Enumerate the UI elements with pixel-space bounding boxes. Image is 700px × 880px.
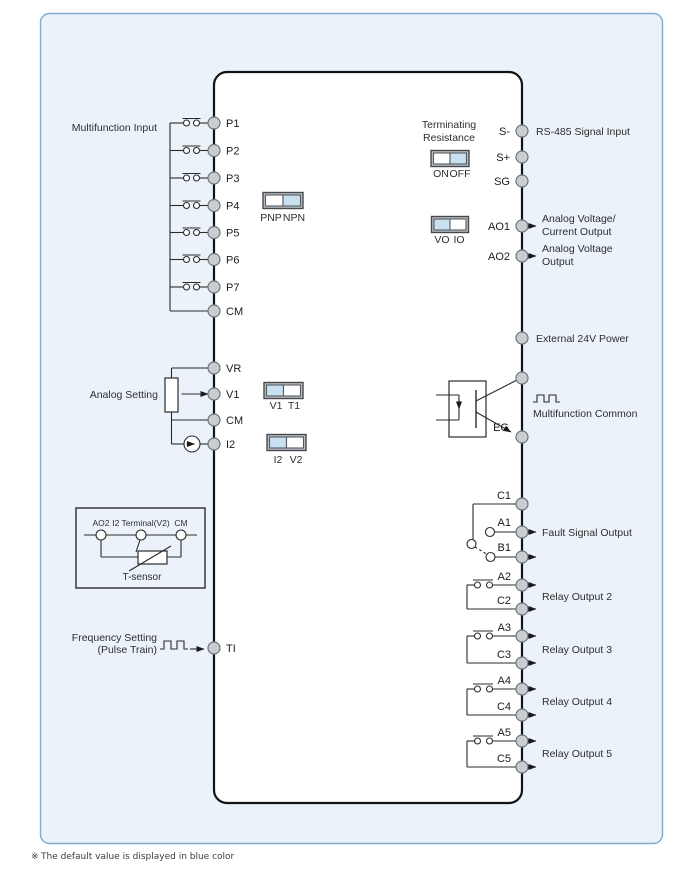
terminal-c5 [516, 761, 528, 773]
terminal-a3 [516, 630, 528, 642]
terminal-ti [208, 642, 220, 654]
terminal-label-ao1: AO1 [487, 221, 510, 233]
npn-label: NPN [282, 212, 306, 224]
contact-icon [475, 738, 481, 744]
terminal-label-p6: P6 [226, 254, 240, 267]
tsensor-terminal-ao2 [96, 530, 106, 540]
contact-icon [194, 120, 200, 126]
contact-icon [194, 284, 200, 290]
external-24v-label: External 24V Power [536, 333, 629, 345]
terminal-label-c1: C1 [496, 490, 511, 502]
ao2-label-2: Output [542, 256, 574, 268]
contact-icon [475, 686, 481, 692]
terminal-label-vr: VR [226, 363, 242, 375]
terminal-cm [208, 305, 220, 317]
contact-icon [475, 633, 481, 639]
contact-icon [487, 686, 493, 692]
t-sensor-label: T-sensor [122, 572, 162, 583]
terminal-s-minus [516, 125, 528, 137]
tsensor-ao2-label: AO2 [92, 518, 110, 528]
switch-cell-on [434, 153, 451, 164]
terminal-c2 [516, 603, 528, 615]
contact-icon [184, 120, 190, 126]
contact-icon [487, 738, 493, 744]
terminal-label-sg: SG [494, 176, 510, 188]
terminal-c4 [516, 709, 528, 721]
terminal-p5 [208, 227, 220, 239]
terminal-label-cm2: CM [226, 415, 244, 427]
terminal-s-plus [516, 151, 528, 163]
relay-output-5-label: Relay Output 5 [542, 748, 613, 760]
terminal-b1 [516, 551, 528, 563]
footnote-text: The default value is displayed in blue color [41, 852, 235, 862]
terminal-label-a2: A2 [497, 571, 511, 583]
terminal-eg [516, 431, 528, 443]
terminal-label-p5: P5 [226, 227, 240, 240]
terminal-ao2 [516, 250, 528, 262]
terminal-p3 [208, 172, 220, 184]
multifunction-input-label: Multifunction Input [71, 122, 157, 134]
terminal-label-s-plus: S+ [496, 152, 510, 164]
terminal-label-p2: P2 [226, 145, 240, 158]
potentiometer-icon [165, 378, 178, 412]
footnote [31, 852, 235, 862]
terminal-vr [208, 362, 220, 374]
switch-cell-i2-active [270, 437, 287, 448]
terminal-c3 [516, 657, 528, 669]
switch-cell-v2 [287, 437, 304, 448]
pnp-npn-switch [260, 193, 305, 225]
frequency-setting-label-2: (Pulse Train) [97, 644, 157, 656]
contact-icon [184, 148, 190, 154]
terminal-v1 [208, 388, 220, 400]
ao1-label-2: Current Output [542, 226, 612, 238]
terminal-label-c3: C3 [496, 649, 511, 661]
contact-icon [184, 203, 190, 209]
terminal-a1 [516, 526, 528, 538]
contact-icon [194, 230, 200, 236]
switch-cell-t1 [284, 385, 301, 396]
contact-icon [184, 284, 190, 290]
terminal-cm2 [208, 414, 220, 426]
vo-label: VO [434, 234, 450, 246]
switch-cell-vo-active [434, 219, 450, 230]
terminal-p1 [208, 117, 220, 129]
fault-output-label: Fault Signal Output [542, 527, 632, 539]
terminating-title-2: Resistance [423, 132, 475, 144]
terminal-common-top [516, 372, 528, 384]
off-label: OFF [449, 168, 471, 180]
terminating-title-1: Terminating [421, 119, 477, 131]
relay-output-2-label: Relay Output 2 [542, 591, 613, 603]
switch-cell-npn-active [283, 195, 301, 206]
terminal-label-a5: A5 [497, 727, 511, 739]
tsensor-terminal-cm [176, 530, 186, 540]
tsensor-terminal-i2v2 [136, 530, 146, 540]
terminal-p6 [208, 254, 220, 266]
changeover-pivot-contact [467, 540, 476, 549]
rs485-label: RS-485 Signal Input [536, 126, 630, 138]
terminal-label-i2: I2 [226, 439, 236, 451]
analog-setting-label: Analog Setting [89, 389, 158, 401]
terminal-label-a3: A3 [497, 622, 511, 634]
terminal-label-c4: C4 [496, 701, 511, 713]
terminal-ao1 [516, 220, 528, 232]
ao1-label-1: Analog Voltage/ [542, 213, 616, 225]
terminal-label-cm: CM [226, 306, 244, 318]
terminal-label-p1: P1 [226, 118, 240, 130]
terminal-label-s-minus: S- [499, 126, 510, 138]
v1-label: V1 [269, 400, 283, 412]
terminal-label-c2: C2 [496, 595, 511, 607]
terminal-p7 [208, 281, 220, 293]
terminal-24v [516, 332, 528, 344]
terminal-label-eg: EG [493, 422, 509, 434]
terminal-label-b1: B1 [497, 542, 511, 554]
pnp-label: PNP [260, 212, 282, 224]
i2-label: I2 [273, 454, 283, 466]
terminal-label-ti: TI [226, 643, 236, 655]
terminal-sg [516, 175, 528, 187]
contact-icon [487, 582, 493, 588]
terminal-label-c5: C5 [496, 753, 511, 765]
contact-icon [194, 148, 200, 154]
b1-contact [486, 553, 495, 562]
switch-cell-pnp [266, 195, 284, 206]
terminal-p2 [208, 145, 220, 157]
terminal-i2 [208, 438, 220, 450]
frequency-setting-label-1: Frequency Setting [71, 632, 157, 644]
tsensor-i2v2-label: I2 Terminal(V2) [112, 518, 170, 528]
relay-output-3-label: Relay Output 3 [542, 644, 613, 656]
terminal-label-v1: V1 [226, 389, 240, 401]
contact-icon [184, 230, 190, 236]
terminal-a4 [516, 683, 528, 695]
terminal-label-a1: A1 [497, 517, 511, 529]
v2-label: V2 [289, 454, 303, 466]
terminal-label-a4: A4 [497, 675, 511, 687]
contact-icon [194, 257, 200, 263]
a1-contact [486, 528, 495, 537]
switch-cell-off-active [450, 153, 467, 164]
contact-icon [184, 175, 190, 181]
io-label: IO [453, 234, 465, 246]
t1-label: T1 [287, 400, 301, 412]
switch-cell-io [450, 219, 466, 230]
contact-icon [184, 257, 190, 263]
tsensor-cm-label: CM [174, 518, 188, 528]
terminal-label-p3: P3 [226, 173, 240, 185]
contact-icon [194, 175, 200, 181]
contact-icon [475, 582, 481, 588]
multifunction-common-label: Multifunction Common [533, 408, 638, 420]
switch-cell-v1-active [267, 385, 284, 396]
terminal-a5 [516, 735, 528, 747]
terminal-label-p7: P7 [226, 282, 240, 294]
terminal-label-p4: P4 [226, 200, 240, 213]
relay-output-4-label: Relay Output 4 [542, 696, 613, 708]
terminal-p4 [208, 200, 220, 212]
terminal-c1 [516, 498, 528, 510]
on-label: ON [433, 168, 449, 180]
ao2-label-1: Analog Voltage [542, 243, 613, 255]
terminal-label-ao2: AO2 [487, 251, 510, 263]
terminal-a2 [516, 579, 528, 591]
contact-icon [194, 203, 200, 209]
footnote-marker: ※ [31, 852, 39, 862]
contact-icon [487, 633, 493, 639]
